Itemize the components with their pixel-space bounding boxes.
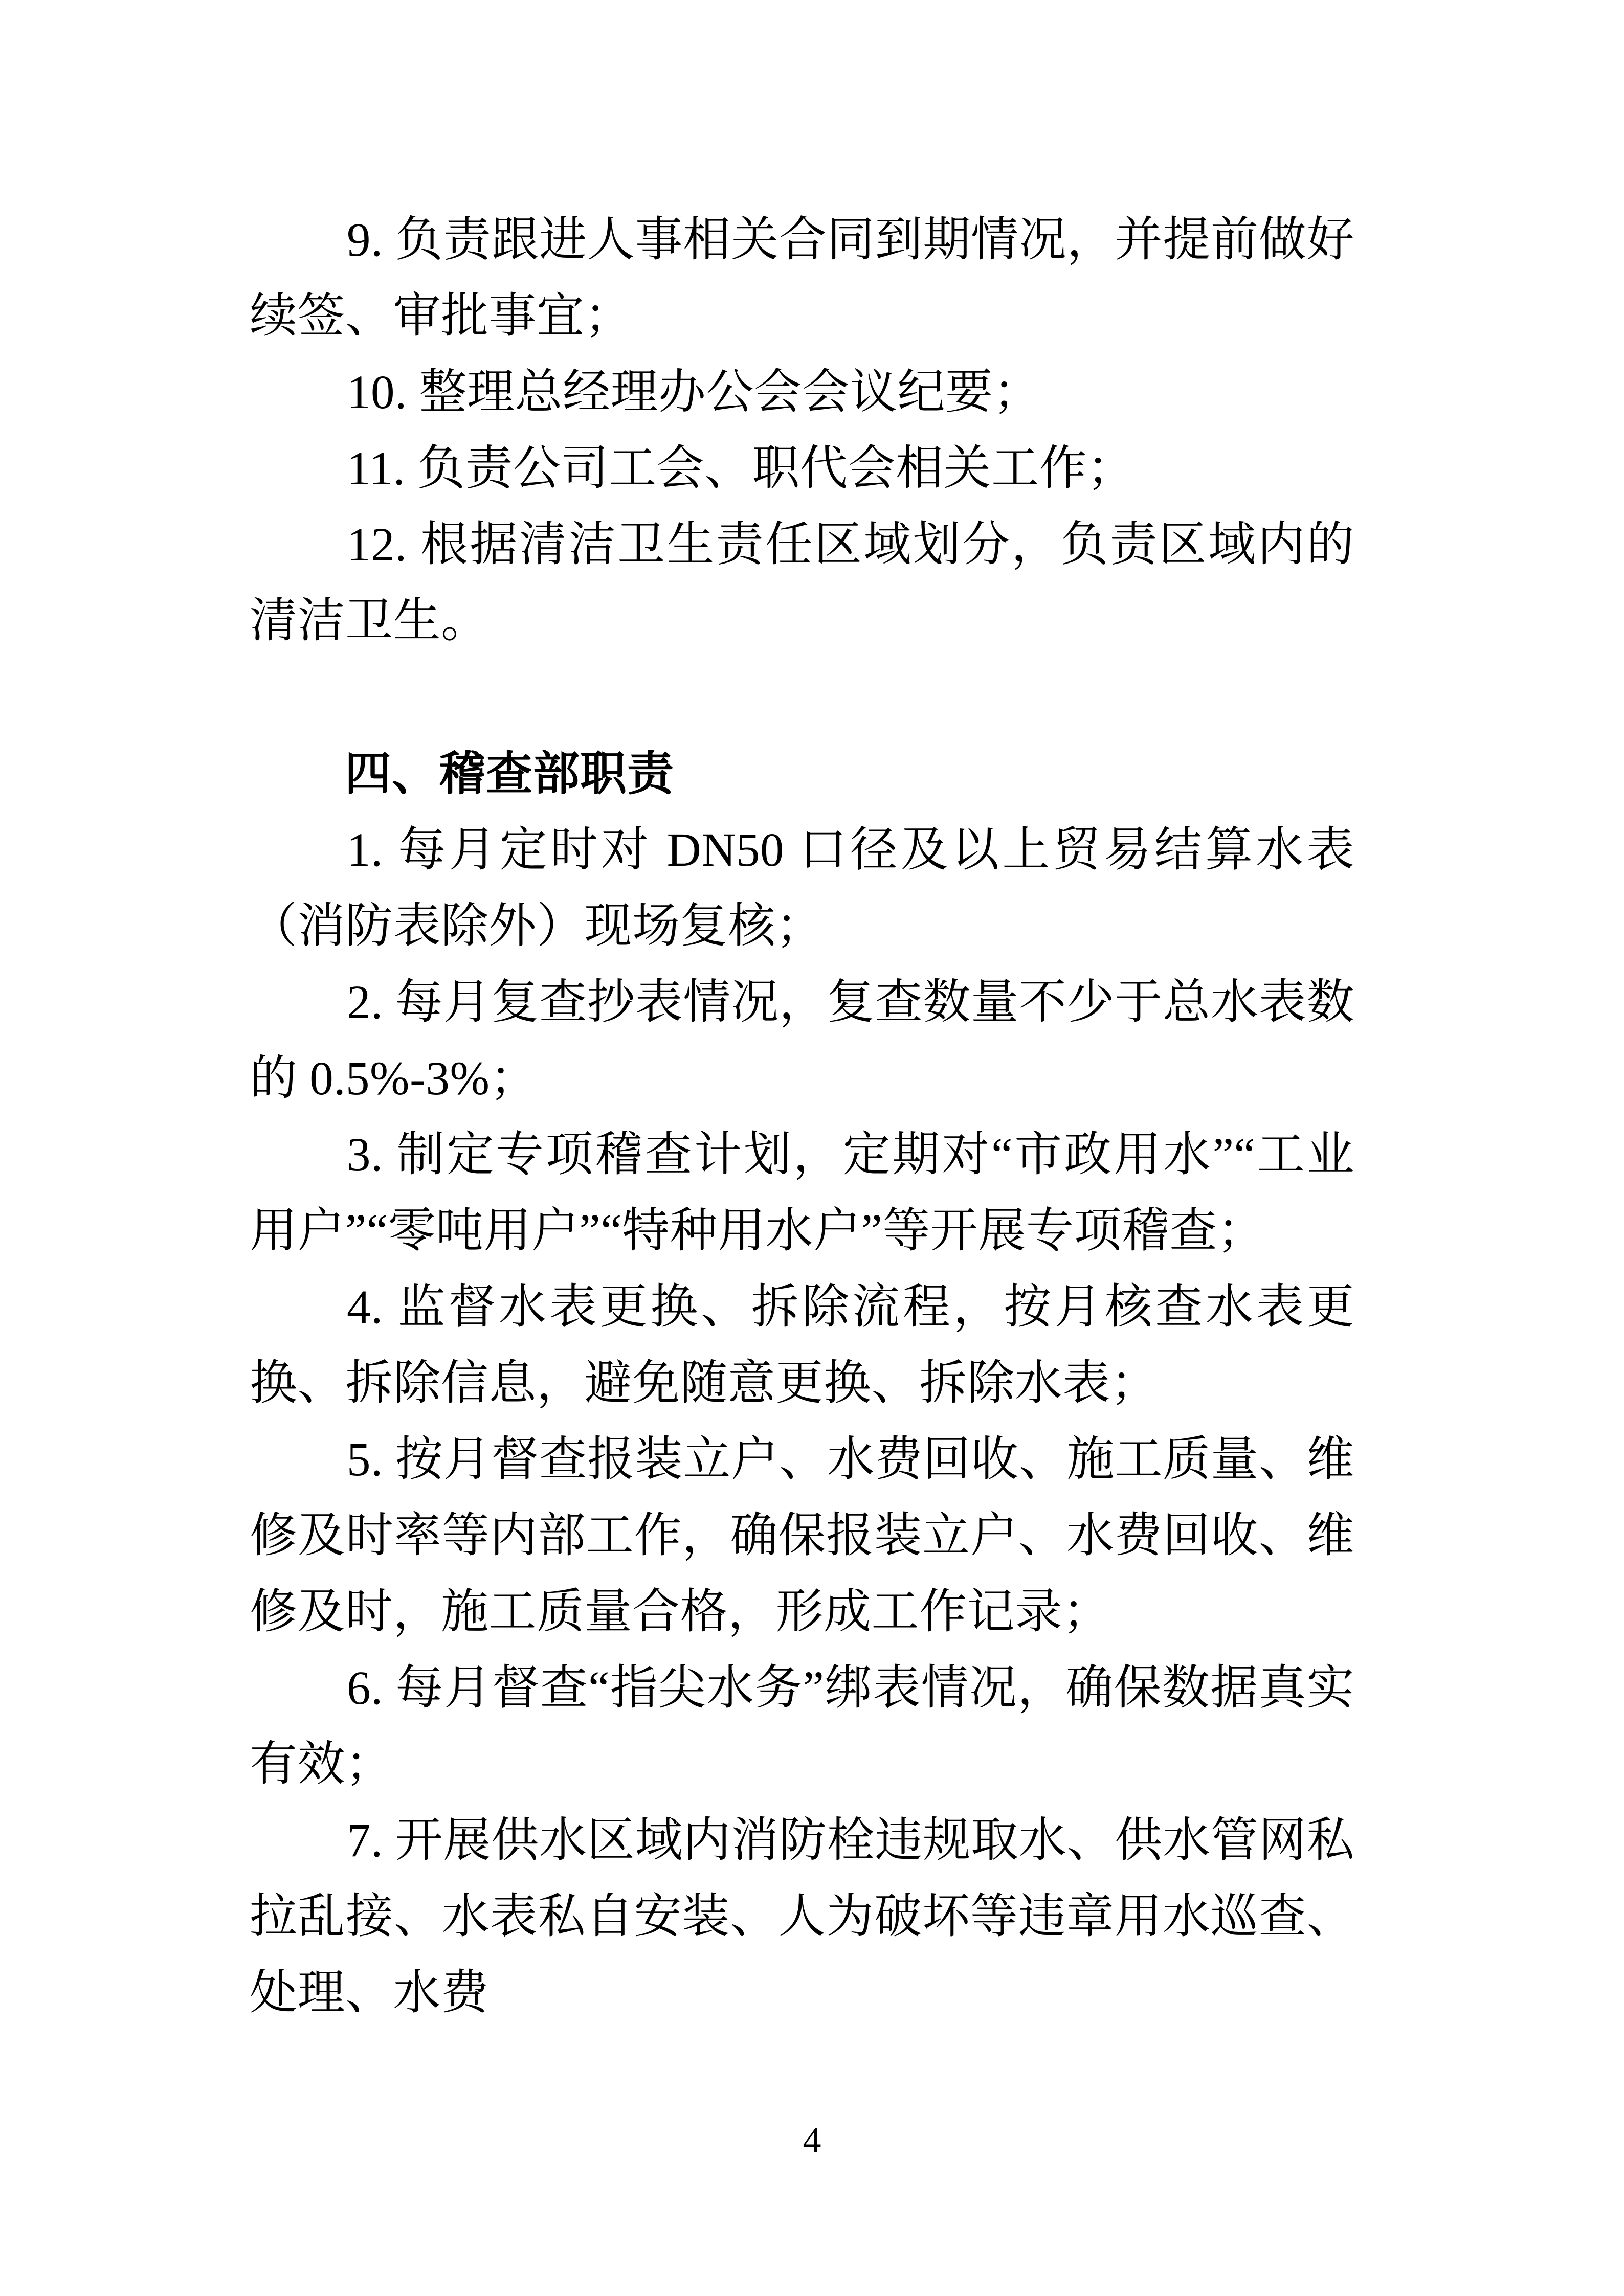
top-margin-spacer xyxy=(250,0,1354,202)
list-item-11: 11. 负责公司工会、职代会相关工作； xyxy=(347,442,1135,495)
continued-list-block xyxy=(250,202,1354,659)
inspection-item-1: 1. 每月定时对 DN50 口径及以上贸易结算水表（消防表除外）现场复核； xyxy=(250,824,1354,953)
inspection-item-7: 7. 开展供水区域内消防栓违规取水、供水管网私拉乱接、水表私自安装、人为破坏等违章用水巡查、处理、水费 xyxy=(250,1814,1354,2019)
list-item-10: 10. 整理总经理办公会会议纪要； xyxy=(347,366,1041,419)
inspection-department-list-block xyxy=(250,812,1354,2031)
section-heading-inspection-department: 四、稽查部职责 xyxy=(345,748,675,800)
page-body xyxy=(250,0,1354,2031)
inspection-item-6: 6. 每月督查“指尖水务”绑表情况，确保数据真实有效； xyxy=(250,1662,1354,1791)
list-item-9: 9. 负责跟进人事相关合同到期情况，并提前做好续签、审批事宜； xyxy=(250,214,1354,343)
inspection-item-2: 2. 每月复查抄表情况，复查数量不少于总水表数的 0.5%-3%； xyxy=(250,976,1354,1105)
inspection-item-5: 5. 按月督查报装立户、水费回收、施工质量、维修及时率等内部工作，确保报装立户、水费回收、维修及时，施工质量合格，形成工作记录； xyxy=(250,1433,1354,1638)
inspection-item-4: 4. 监督水表更换、拆除流程，按月核查水表更换、拆除信息，避免随意更换、拆除水表； xyxy=(250,1281,1354,1410)
list-item-12: 12. 根据清洁卫生责任区域划分，负责区域内的清洁卫生。 xyxy=(250,519,1354,647)
section-gap-spacer xyxy=(250,659,1354,736)
page-number: 4 xyxy=(803,2120,821,2160)
inspection-item-3: 3. 制定专项稽查计划，定期对“市政用水”“工业用户”“零吨用户”“特种用水户”等开展专项稽查； xyxy=(250,1129,1354,1257)
